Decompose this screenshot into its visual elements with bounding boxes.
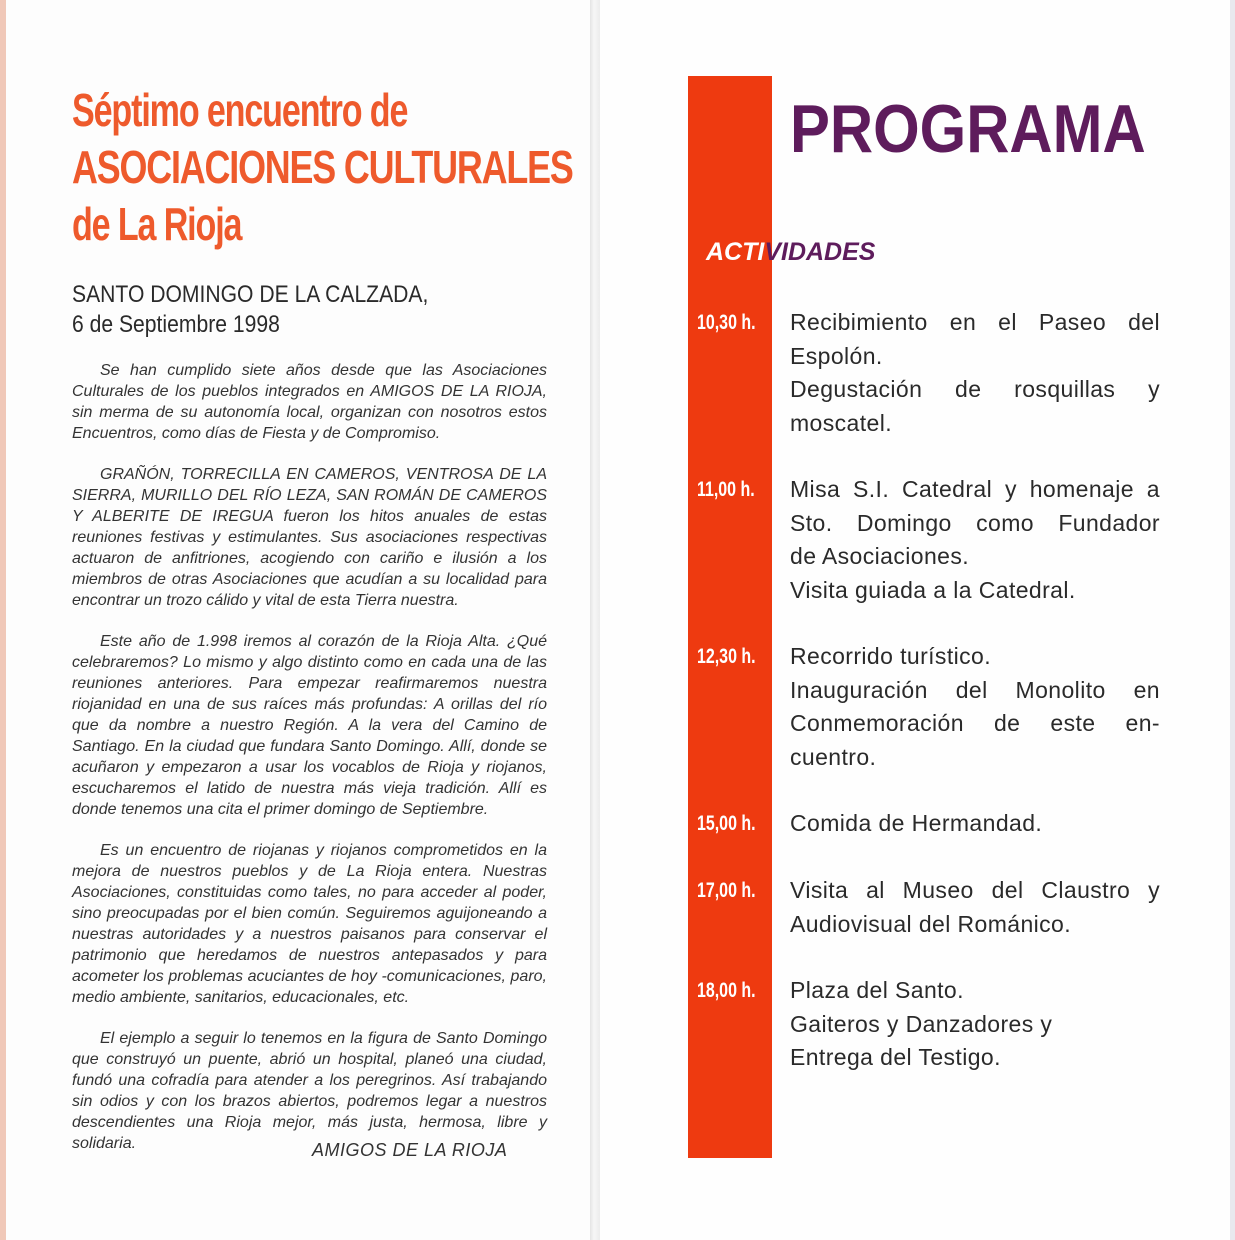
event-description — [790, 473, 1160, 607]
event-line: Plaza del Santo. — [790, 977, 964, 1003]
left-edge-strip — [0, 0, 6, 1240]
title-line-1: Séptimo encuentro de — [72, 84, 408, 136]
event-line: cuentro. — [790, 743, 877, 770]
event-line: Inauguración del Monolito en — [790, 676, 1160, 703]
event-description — [790, 640, 1160, 774]
activities-heading — [706, 238, 875, 267]
event-line: Recibimiento en el Paseo del — [790, 309, 1160, 335]
event-line: Conmemoración de este en- — [790, 710, 1160, 736]
paragraph-3: Este año de 1.998 iremos al corazón de la Rioja Alta. ¿Qué celebraremos? Lo mismo y algo distinto como en cada una de las reuniones anteriores. Para empezar reafirmaremos nuestra riojanidad en una de sus raíces más profundas: A orillas del río que da nombre a nuestro Región. A la vera del Camino de Santiago. En la ciudad que fundara Santo Domingo. Allí, donde se acuñaron y empezaron a usar los vocablos de Rioja y riojanos, escucharemos el latido de nuestra más vieja tradición. Allí es donde tenemos una cita el primer domingo de Septiembre. — [72, 633, 547, 818]
event-time: 15,00 h. — [697, 812, 756, 835]
activities-heading-part-2: VIDADES — [764, 238, 876, 266]
document-title — [72, 82, 572, 253]
event-time: 10,30 h. — [697, 311, 756, 334]
paragraph-4: Es un encuentro de riojanas y riojanos comprometidos en la mejora de nuestros pueblos y de La Rioja entera. Nuestras Asociaciones, constituidas como tales, no para acceder al poder, sino preocupadas por el bien común. Seguiremos aguijoneando a nuestras autoridades y a nuestros paisanos para conservar el patrimonio que heredamos de nuestros antepasados y para acometer los problemas acuciantes de hoy -comunicaciones, paro, medio ambiente, sanitarios, educacionales, etc. — [72, 842, 547, 1006]
event-description — [790, 807, 1160, 841]
event-line: Espolón. — [790, 342, 883, 369]
event-description — [790, 306, 1160, 440]
event-time: 11,00 h. — [697, 478, 755, 501]
event-line: de Asociaciones. — [790, 543, 970, 569]
event-time: 18,00 h. — [697, 979, 756, 1002]
event-line: Sto. Domingo como Fundador — [790, 509, 1160, 536]
event-line: Recorrido turístico. — [790, 643, 992, 669]
event-line: moscatel. — [790, 409, 893, 436]
page-fold — [590, 0, 600, 1240]
title-line-3: de La Rioja — [72, 198, 242, 250]
event-description — [790, 974, 1160, 1075]
paragraph-1: Se han cumplido siete años desde que las Asociaciones Culturales de los pueblos integrados en AMIGOS DE LA RIOJA, sin merma de su autonomía local, organizan con nosotros estos Encuentros, como días de Fiesta y de Compromiso. — [72, 362, 547, 442]
location-block — [72, 280, 477, 340]
event-line: Audiovisual del Románico. — [790, 910, 1072, 937]
paragraph-5: El ejemplo a seguir lo tenemos en la figura de Santo Domingo que construyó un puente, abrió un hospital, planeó una ciudad, fundó una cofradía para atender a los peregrinos. Así trabajando sin odios y con los brazos abiertos, podremos legar a nuestros descendientes una Rioja mejor, más justa, hermosa, libre y solidaria. — [72, 1030, 547, 1152]
event-line: Misa S.I. Catedral y homenaje a — [790, 476, 1160, 502]
event-line: Entrega del Testigo. — [790, 1044, 1001, 1070]
event-time: 12,30 h. — [697, 645, 756, 668]
event-line: Gaiteros y Danzadores y — [790, 1010, 1053, 1037]
right-edge-strip — [1230, 0, 1235, 1240]
event-line: Comida de Hermandad. — [790, 810, 1043, 836]
date-text: 6 de Septiembre 1998 — [72, 311, 280, 338]
event-line: Visita al Museo del Claustro y — [790, 877, 1160, 903]
letter-body — [72, 360, 547, 1174]
activities-heading-part-1: ACTI — [706, 238, 765, 266]
location-text: SANTO DOMINGO DE LA CALZADA, — [72, 281, 429, 308]
event-line: Visita guiada a la Catedral. — [790, 576, 1076, 603]
title-line-2: ASOCIACIONES CULTURALES — [72, 141, 573, 193]
signature: AMIGOS DE LA RIOJA — [312, 1140, 508, 1160]
event-line: Degustación de rosquillas y — [790, 376, 1160, 402]
paragraph-2: GRAÑÓN, TORRECILLA EN CAMEROS, VENTROSA DE LA SIERRA, MURILLO DEL RÍO LEZA, SAN ROMÁN DE CAMEROS Y ALBERITE DE IREGUA fueron los hitos anuales de estas reuniones festivas y estimulantes. Sus asociaciones respectivas actuaron de anfitriones, acogiendo con cariño e ilusión a los miembros de otras Asociaciones que acudían a su localidad para encontrar un trozo cálido y vital de esta Tierra nuestra. — [72, 466, 547, 609]
event-description — [790, 874, 1160, 941]
programa-heading: PROGRAMA — [790, 91, 1146, 167]
event-time: 17,00 h. — [697, 879, 756, 902]
